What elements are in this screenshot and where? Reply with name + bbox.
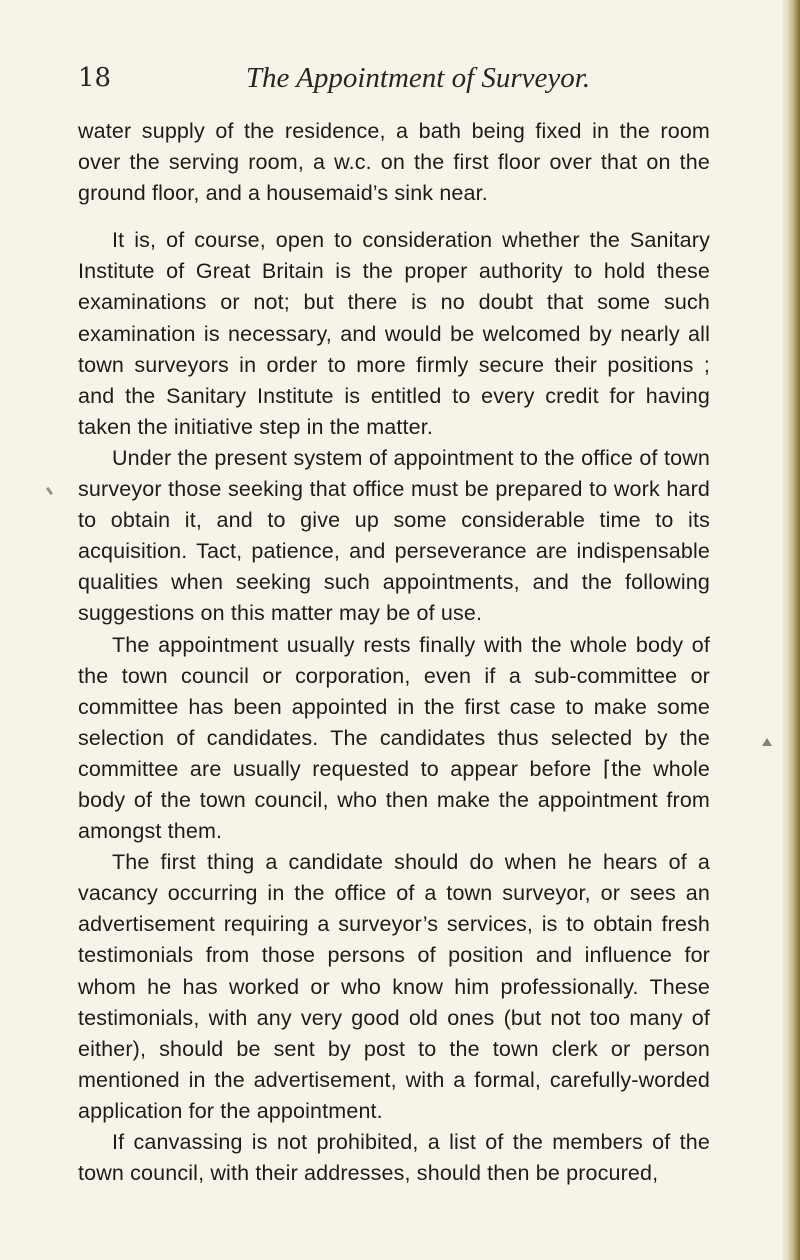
page-header	[78, 60, 758, 96]
running-title: The Appointment of Surveyor.	[245, 62, 591, 94]
paragraph: The appointment usually rests finally with the whole body of the town council or corporation, even if a sub-committee or committee has been appointed in the first case to make some selection of candidates. The candidates thus selected by the committee are usually requested to appear before ⌈the whole body of the town council, who then make the appointment from amongst them.	[78, 632, 710, 844]
page-edge-shadow	[782, 0, 800, 1260]
margin-tick-mark	[46, 487, 53, 495]
paragraph: The first thing a candidate should do when he hears of a vacancy occurring in the office of a town surveyor, or sees an advertisement requiring a surveyor’s services, is to obtain fresh testimonials from those persons of position and influence for whom he has worked or who know him professionally. These testimonials, with any very good old ones (but not too many of either), should be sent by post to the town clerk or person mentioned in the advertisement, with a formal, carefully-worded application for the appointment.	[78, 850, 710, 1123]
paragraph: Under the present system of appointment to the office of town surveyor those seeking that office must be prepared to work hard to obtain it, and to give up some considerable time to its acquisition. Tact, patience, and perseverance are indispensable qualities when seeking such appointments, and the following suggestions on this matter may be of use.	[78, 445, 710, 626]
body-text	[78, 116, 710, 1189]
margin-caret-mark	[762, 738, 772, 746]
paragraph: It is, of course, open to consideration whether the Sanitary Institute of Great Britain is the proper authority to hold these examinations or not; but there is no doubt that some such examination is necessary, and would be welcomed by nearly all town surveyors in order to more firmly secure their positions ; and the Sanitary Institute is entitled to every credit for having taken the initiative step in the matter.	[78, 228, 710, 439]
paragraph: water supply of the residence, a bath being fixed in the room over the serving room, a w.c. on the first floor over that on the ground floor, and a housemaid’s sink near.	[78, 119, 710, 206]
page-number: 18	[78, 63, 112, 93]
paragraph: If canvassing is not prohibited, a list of the members of the town council, with their addresses, should then be procured,	[78, 1130, 710, 1186]
